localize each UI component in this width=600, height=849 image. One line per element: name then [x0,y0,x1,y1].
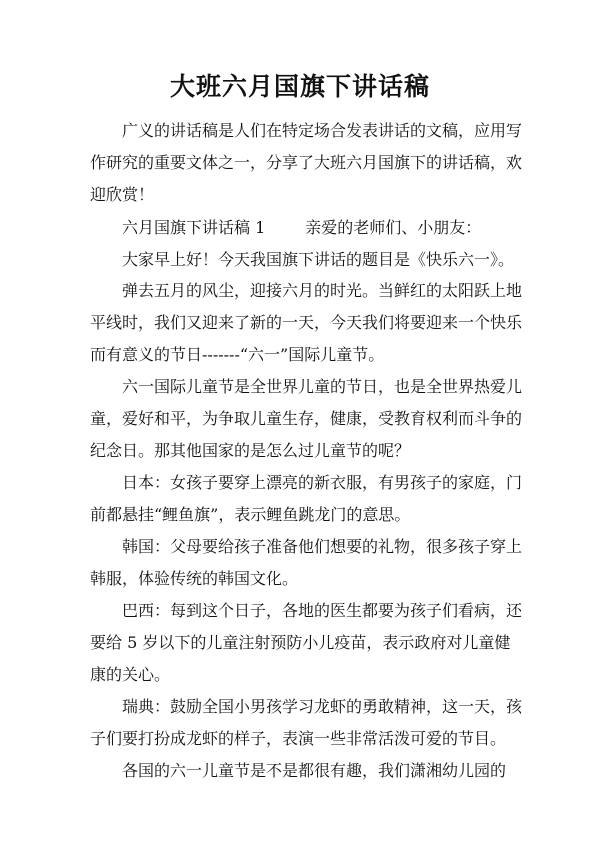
speech-heading-line [90,212,524,244]
body-paragraph: 弹去五月的风尘，迎接六月的时光。当鲜红的太阳跃上地平线时，我们又迎来了新的一天，今天我们将要迎来一个快乐而有意义的节日-------“六一”国际儿童节。 [90,281,523,364]
body-paragraph: 大家早上好！今天我国旗下讲话的题目是《快乐六一》。 [122,250,515,269]
body-paragraph: 各国的六一儿童节是不是都很有趣，我们潇湘幼儿园的 [122,761,507,780]
intro-paragraph: 广义的讲话稿是人们在特定场合发表讲话的文稿，应用写作研究的重要文体之一，分享了大班六月国旗下的讲话稿，欢迎欣赏！ [90,121,523,204]
body-paragraph: 六一国际儿童节是全世界儿童的节日，也是全世界热爱儿童，爱好和平，为争取儿童生存，健康，受教育权利而斗争的纪念日。那其他国家的是怎么过儿童节的呢？ [90,377,523,460]
body-paragraph: 巴西：每到这个日子，各地的医生都要为孩子们看病，还要给 5 岁以下的儿童注射预防小儿疫苗，表示政府对儿童健康的关心。 [90,601,523,684]
speech-heading: 六月国旗下讲话稿 1 [122,218,266,237]
document-title: 大班六月国旗下讲话稿 [169,72,430,101]
body-paragraph: 瑞典：鼓励全国小男孩学习龙虾的勇敢精神，这一天，孩子们要打扮成龙虾的样子，表演一些非常活泼可爱的节目。 [90,697,523,748]
body-paragraph: 日本：女孩子要穿上漂亮的新衣服，有男孩子的家庭，门前都悬挂“鲤鱼旗”，表示鲤鱼跳龙门的意思。 [90,473,523,524]
salutation: 亲爱的老师们、小朋友： [305,218,482,237]
body-paragraph: 韩国：父母要给孩子准备他们想要的礼物，很多孩子穿上韩服，体验传统的韩国文化。 [90,537,523,588]
